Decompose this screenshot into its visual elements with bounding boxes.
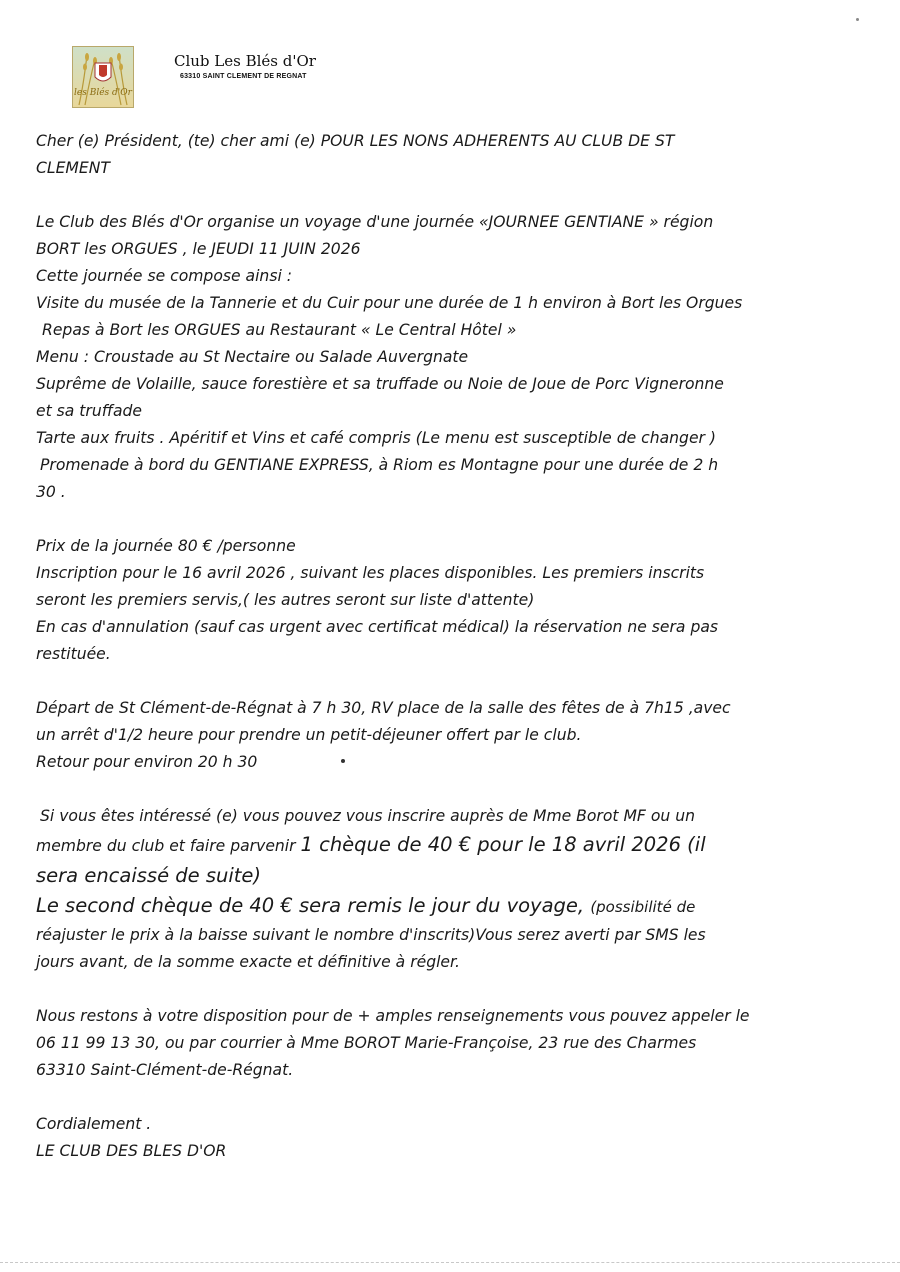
price-line: restituée.	[36, 645, 111, 663]
departure-line: Départ de St Clément-de-Régnat à 7 h 30, RV place de la salle des fêtes de à 7h15 ,avec	[36, 699, 731, 717]
signup-note: (possibilité de	[590, 898, 696, 916]
club-logo	[72, 46, 134, 108]
price-line: Prix de la journée 80 € /personne	[36, 537, 296, 555]
signup-line	[36, 891, 871, 922]
program-line: Menu : Croustade au St Nectaire ou Salade Auvergnate	[36, 348, 469, 366]
signup-line: réajuster le prix à la baisse suivant le nombre d'inscrits)Vous serez averti par SMS les	[36, 926, 706, 944]
program-line: et sa truffade	[36, 402, 143, 420]
first-cheque-text: 1 chèque de 40 € pour le 18 avril 2026 (il	[300, 833, 706, 856]
scan-speck	[341, 759, 345, 763]
signup-line: jours avant, de la somme exacte et définitive à régler.	[36, 953, 460, 971]
signup-line: Si vous êtes intéressé (e) vous pouvez vous inscrire auprès de Mme Borot MF ou un	[40, 807, 695, 825]
program-line: 30 .	[36, 483, 66, 501]
price-line: En cas d'annulation (sauf cas urgent avec certificat médical) la réservation ne sera pas	[36, 618, 719, 636]
club-address: 63310 SAINT CLEMENT DE REGNAT	[180, 73, 307, 80]
page-edge-divider	[0, 1262, 900, 1263]
wheat-logo-icon	[73, 47, 133, 107]
price-line: Inscription pour le 16 avril 2026 , suivant les places disponibles. Les premiers inscrits	[36, 564, 705, 582]
contact-line: 06 11 99 13 30, ou par courrier à Mme BOROT Marie-Françoise, 23 rue des Charmes	[36, 1034, 697, 1052]
departure-line: un arrêt d'1/2 heure pour prendre un petit-déjeuner offert par le club.	[36, 726, 582, 744]
program-line: Promenade à bord du GENTIANE EXPRESS, à Riom es Montagne pour une durée de 2 h	[40, 456, 719, 474]
program-line: Tarte aux fruits . Apéritif et Vins et café compris (Le menu est susceptible de changer )	[36, 429, 716, 447]
salutation-line: Cher (e) Président, (te) cher ami (e) POUR LES NONS ADHERENTS AU CLUB DE ST	[36, 132, 675, 150]
signup-text: membre du club et faire parvenir	[36, 837, 301, 855]
letter-body	[36, 128, 871, 1165]
salutation-line: CLEMENT	[36, 159, 110, 177]
contact-line: Nous restons à votre disposition pour de + amples renseignements vous pouvez appeler le	[36, 1007, 750, 1025]
contact-line: 63310 Saint-Clément-de-Régnat.	[36, 1061, 294, 1079]
second-cheque-text: Le second chèque de 40 € sera remis le jour du voyage,	[36, 894, 591, 917]
signup-line: sera encaissé de suite)	[36, 864, 262, 887]
closing-signature: LE CLUB DES BLES D'OR	[36, 1142, 227, 1160]
program-line: Repas à Bort les ORGUES au Restaurant « Le Central Hôtel »	[42, 321, 517, 339]
price-line: seront les premiers servis,( les autres seront sur liste d'attente)	[36, 591, 535, 609]
club-name: Club Les Blés d'Or	[174, 52, 316, 70]
intro-line: Le Club des Blés d'Or organise un voyage d'une journée «JOURNEE GENTIANE » région	[36, 213, 714, 231]
departure-line: Retour pour environ 20 h 30	[36, 753, 258, 771]
signup-line	[36, 830, 871, 861]
program-line: Suprême de Volaille, sauce forestière et sa truffade ou Noie de Joue de Porc Vigneronne	[36, 375, 724, 393]
svg-text:les Blés d'Or: les Blés d'Or	[74, 88, 132, 98]
intro-line: BORT les ORGUES , le JEUDI 11 JUIN 2026	[36, 240, 361, 258]
program-line: Cette journée se compose ainsi :	[36, 267, 292, 285]
closing-line: Cordialement .	[36, 1115, 152, 1133]
program-line: Visite du musée de la Tannerie et du Cuir pour une durée de 1 h environ à Bort les Orgues	[36, 294, 743, 312]
scan-speck	[856, 18, 859, 21]
